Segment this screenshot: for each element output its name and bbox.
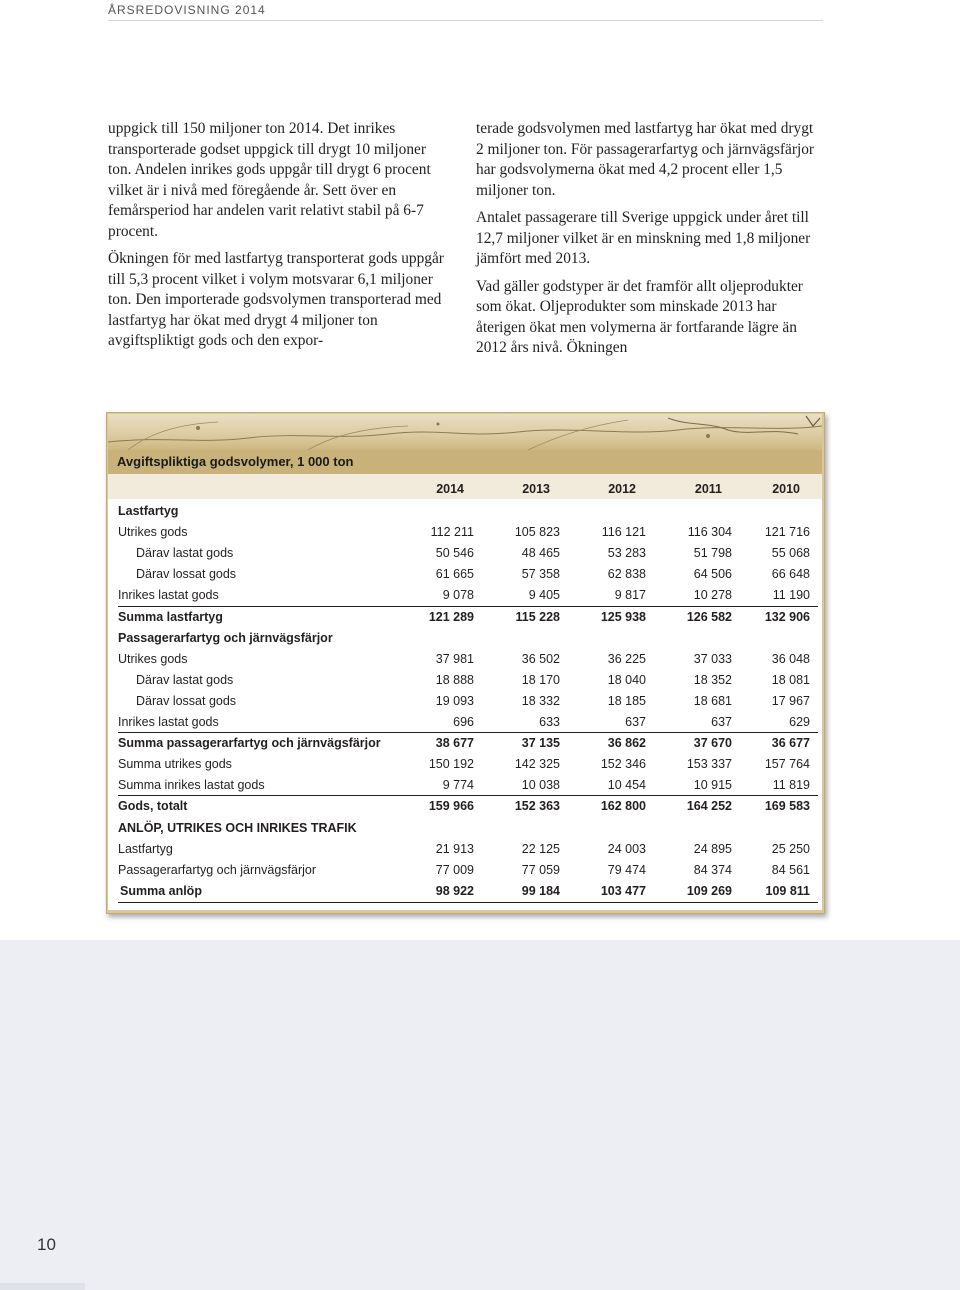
row-label: Därav lastat gods xyxy=(136,546,234,561)
cell-value: 17 967 xyxy=(771,693,810,708)
table-row xyxy=(108,859,822,880)
cell-value: 36 225 xyxy=(607,651,646,666)
table-row xyxy=(108,880,822,901)
cell-value: 9 078 xyxy=(442,588,474,603)
paragraph: Ökningen för med lastfartyg transporterat gods uppgår till 5,3 procent vilket i volym motsvarar 6,1 miljoner ton. Den importerade godsvolymen transporterad med lastfartyg har ökat med drygt 4 miljoner ton avgiftspliktigt gods och den expor- xyxy=(108,250,444,349)
cell-value: 637 xyxy=(711,715,732,729)
cell-value: 10 038 xyxy=(521,778,560,793)
cell-value: 153 337 xyxy=(686,757,732,772)
cell-value: 18 040 xyxy=(607,672,646,687)
cell-value: 50 546 xyxy=(435,546,474,561)
footer-bar xyxy=(0,1283,85,1290)
row-label: Inrikes lastat gods xyxy=(118,588,219,603)
footer-band xyxy=(0,940,960,1290)
row-label: Summa lastfartyg xyxy=(118,609,223,624)
page-number: 10 xyxy=(37,1235,56,1254)
cell-value: 37 135 xyxy=(521,736,560,751)
cell-value: 10 278 xyxy=(693,588,732,603)
cell-value: 36 048 xyxy=(771,651,810,666)
table-row xyxy=(108,795,822,816)
cell-value: 169 583 xyxy=(764,799,810,814)
table-title-bar xyxy=(108,450,822,474)
row-label: Utrikes gods xyxy=(118,525,188,540)
year-header: 2012 xyxy=(608,482,636,496)
cell-value: 103 477 xyxy=(600,883,646,898)
row-label: Summa inrikes lastat gods xyxy=(118,778,265,793)
cell-value: 696 xyxy=(453,715,474,729)
cell-value: 62 838 xyxy=(607,567,646,582)
cell-value: 162 800 xyxy=(600,799,646,814)
year-header: 2014 xyxy=(436,482,464,496)
table-row xyxy=(108,627,822,648)
row-divider xyxy=(118,606,818,607)
row-label: Därav lossat gods xyxy=(136,693,237,708)
cell-value: 126 582 xyxy=(686,609,732,624)
cell-value: 77 059 xyxy=(521,862,560,877)
cell-value: 66 648 xyxy=(771,567,810,582)
row-divider xyxy=(118,732,818,733)
cell-value: 37 981 xyxy=(435,651,474,666)
year-header-row xyxy=(108,474,822,499)
map-illustration xyxy=(108,414,822,450)
paragraph: uppgick till 150 miljoner ton 2014. Det inrikes transporterade godset uppgick till drygt 10 miljoner ton. Andelen inrikes gods uppgår till drygt 6 procent vilket är i nivå med föregående år. Sett över en femårsperiod har andelen varit relativt stabil på 6-7 procent. xyxy=(108,120,431,240)
cell-value: 25 250 xyxy=(771,841,810,856)
cell-value: 99 184 xyxy=(521,883,560,898)
cell-value: 24 003 xyxy=(607,841,646,856)
paragraph: terade godsvolymen med lastfartyg har ökat med drygt 2 miljoner ton. För passagerarfartyg och järnvägsfärjor har godsvolymerna ökat med 4,2 procent eller 1,5 miljoner ton. xyxy=(476,120,815,199)
cell-value: 112 211 xyxy=(430,525,474,540)
cell-value: 38 677 xyxy=(435,736,474,751)
cell-value: 9 405 xyxy=(528,588,560,603)
cell-value: 22 125 xyxy=(521,841,560,856)
row-label: Utrikes gods xyxy=(118,651,188,666)
table-row xyxy=(108,542,822,563)
cell-value: 18 185 xyxy=(607,693,646,708)
cell-value: 10 915 xyxy=(693,778,732,793)
cell-value: 633 xyxy=(539,715,560,729)
cell-value: 36 862 xyxy=(607,736,646,751)
cell-value: 109 269 xyxy=(686,883,732,898)
cell-value: 48 465 xyxy=(521,546,560,561)
table-row xyxy=(108,817,822,838)
row-divider xyxy=(118,795,818,796)
cell-value: 152 346 xyxy=(600,757,646,772)
cell-value: 61 665 xyxy=(435,567,474,582)
table-row xyxy=(108,669,822,690)
cell-value: 11 819 xyxy=(772,778,810,793)
table-row xyxy=(108,648,822,669)
map-illustration-drawing xyxy=(108,414,822,450)
row-label: Lastfartyg xyxy=(118,841,173,856)
table-row xyxy=(108,563,822,584)
cell-value: 159 966 xyxy=(428,799,474,814)
row-label: Därav lossat gods xyxy=(136,567,237,582)
year-header: 2011 xyxy=(694,482,722,496)
cell-value: 142 325 xyxy=(514,757,560,772)
row-label: Summa passagerarfartyg och järnvägsfärjor xyxy=(118,736,381,751)
cell-value: 79 474 xyxy=(607,862,646,877)
cell-value: 115 228 xyxy=(515,609,560,624)
row-label: Gods, totalt xyxy=(118,799,188,814)
cell-value: 53 283 xyxy=(607,546,646,561)
cell-value: 152 363 xyxy=(514,799,560,814)
cell-value: 121 716 xyxy=(764,525,810,540)
cell-value: 109 811 xyxy=(765,883,810,898)
cell-value: 164 252 xyxy=(686,799,732,814)
cell-value: 18 081 xyxy=(771,672,810,687)
table-row xyxy=(108,500,822,521)
row-label: Summa utrikes gods xyxy=(118,757,232,772)
cell-value: 77 009 xyxy=(435,862,474,877)
table-row xyxy=(108,732,822,753)
cell-value: 24 895 xyxy=(693,841,732,856)
cell-value: 84 561 xyxy=(771,862,810,877)
table-row xyxy=(108,753,822,774)
page-header xyxy=(108,0,823,20)
cell-value: 150 192 xyxy=(428,757,474,772)
header-divider xyxy=(108,20,823,21)
year-header: 2010 xyxy=(772,482,800,496)
row-label: ANLÖP, UTRIKES OCH INRIKES TRAFIK xyxy=(118,820,357,835)
cell-value: 37 670 xyxy=(693,736,732,751)
cell-value: 105 823 xyxy=(514,525,560,540)
cell-value: 18 332 xyxy=(521,693,560,708)
cell-value: 121 289 xyxy=(428,609,474,624)
table-row xyxy=(108,584,822,605)
cell-value: 629 xyxy=(789,715,810,729)
table-row xyxy=(108,711,822,732)
cell-value: 637 xyxy=(625,715,646,729)
cell-value: 57 358 xyxy=(521,567,560,582)
cell-value: 18 681 xyxy=(693,693,732,708)
cell-value: 132 906 xyxy=(764,609,810,624)
cell-value: 125 938 xyxy=(600,609,646,624)
table-row xyxy=(108,774,822,795)
cell-value: 51 798 xyxy=(693,546,732,561)
cell-value: 84 374 xyxy=(693,862,732,877)
paragraph: Vad gäller godstyper är det framför allt oljeprodukter som ökat. Oljeprodukter som minskade 2013 har återigen ökat men volymerna är fortfarande lägre än 2012 års nivå. Ökningen xyxy=(476,277,803,356)
row-divider xyxy=(118,902,818,903)
row-label: Passagerarfartyg och järnvägsfärjor xyxy=(118,862,317,877)
cell-value: 116 121 xyxy=(601,525,646,540)
table-row xyxy=(108,521,822,542)
header-title: ÅRSREDOVISNING 2014 xyxy=(108,3,266,17)
cell-value: 36 677 xyxy=(771,736,810,751)
cell-value: 10 454 xyxy=(607,778,646,793)
text-column-right xyxy=(476,119,821,366)
cell-value: 116 304 xyxy=(687,525,732,540)
cell-value: 18 888 xyxy=(435,672,474,687)
row-label: Inrikes lastat gods xyxy=(118,715,219,729)
cell-value: 9 817 xyxy=(614,588,646,603)
table-title: Avgiftspliktiga godsvolymer, 1 000 ton xyxy=(117,454,354,469)
cell-value: 9 774 xyxy=(442,778,474,793)
cell-value: 11 190 xyxy=(772,588,810,603)
data-table xyxy=(108,474,822,910)
cell-value: 18 352 xyxy=(693,672,732,687)
paragraph: Antalet passagerare till Sverige uppgick under året till 12,7 miljoner vilket är en minskning med 1,8 miljoner jämfört med 2013. xyxy=(476,209,811,267)
year-header: 2013 xyxy=(522,482,550,496)
cell-value: 36 502 xyxy=(521,651,560,666)
cell-value: 64 506 xyxy=(693,567,732,582)
table-row xyxy=(108,606,822,627)
cell-value: 19 093 xyxy=(435,693,474,708)
cell-value: 37 033 xyxy=(693,651,732,666)
text-column-left xyxy=(108,119,451,359)
row-label: Passagerarfartyg och järnvägsfärjor xyxy=(118,630,333,645)
row-label: Därav lastat gods xyxy=(136,672,234,687)
cell-value: 21 913 xyxy=(435,841,474,856)
row-label: Summa anlöp xyxy=(120,883,202,898)
cell-value: 18 170 xyxy=(521,672,560,687)
row-label: Lastfartyg xyxy=(118,504,179,518)
cell-value: 157 764 xyxy=(764,757,810,772)
cell-value: 55 068 xyxy=(771,546,810,561)
table-row xyxy=(108,690,822,711)
cell-value: 98 922 xyxy=(435,883,474,898)
table-row xyxy=(108,838,822,859)
